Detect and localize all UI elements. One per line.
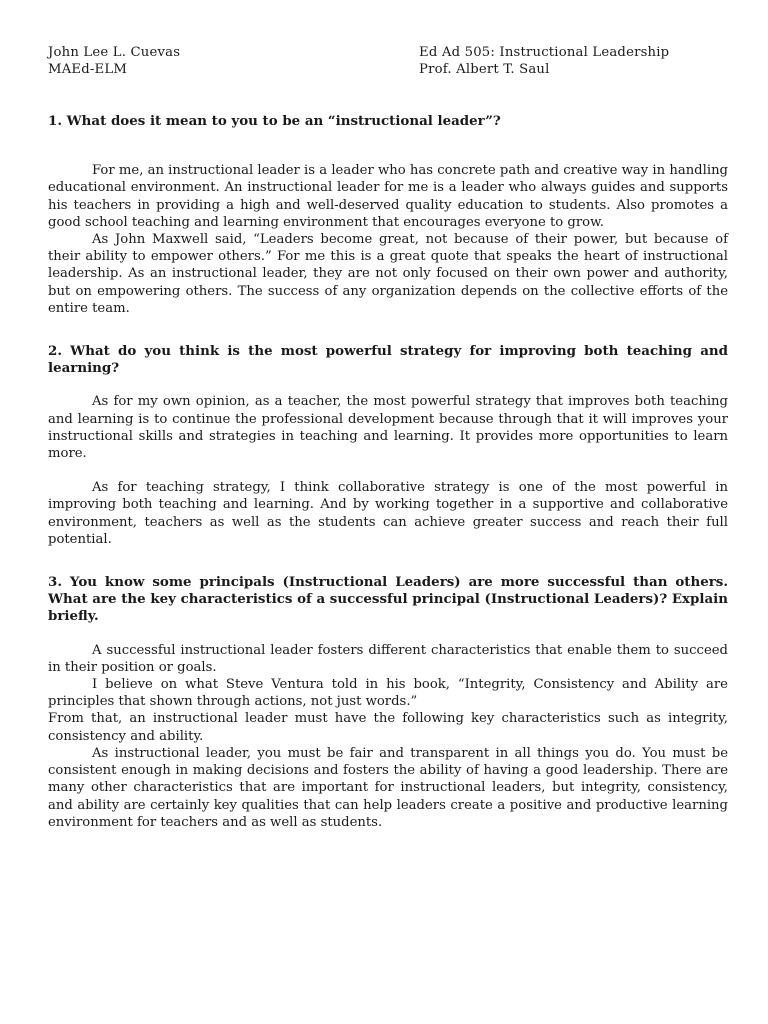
- program-name: MAEd-ELM: [48, 62, 128, 77]
- answer-1-paragraph-1: For me, an instructional leader is a leader who has concrete path and creative way in handling educational environment. An instructional leader for me is a leader who always guides and supports his teachers in providing a high and well-deserved quality education to students. Also promotes a good school teaching and learning environment that encourages everyone to grow.: [48, 163, 728, 230]
- question-1-heading: 1. What does it mean to you to be an “instructional leader”?: [48, 113, 501, 129]
- answer-3-paragraph-2: I believe on what Steve Ventura told in his book, “Integrity, Consistency and Ability are principles that shown through actions, not just words.”: [48, 677, 728, 710]
- professor-name: Prof. Albert T. Saul: [419, 62, 550, 77]
- header-left: [48, 44, 180, 78]
- author-name: John Lee L. Cuevas: [48, 45, 181, 60]
- section-2: [48, 343, 728, 548]
- section-1: [48, 113, 728, 317]
- answer-1-paragraph-2: As John Maxwell said, “Leaders become great, not because of their power, but because of their ability to empower others.” For me this is a great quote that speaks the heart of instructional leadership. As an instructional leader, they are not only focused on their own power and authority, but on empowering others. The success of any organization depends on the collective efforts of the entire team.: [48, 232, 728, 316]
- header-right: [419, 44, 669, 78]
- answer-3-paragraph-1: A successful instructional leader fosters different characteristics that enable them to succeed in their position or goals.: [48, 642, 728, 675]
- answer-3-paragraph-3: From that, an instructional leader must have the following key characteristics such as integrity, consistency and ability.: [48, 711, 728, 744]
- answer-3-paragraph-4: As instructional leader, you must be fair and transparent in all things you do. You must be consistent enough in making decisions and fosters the ability of having a good leadership. There are many other characteristics that are important for instructional leaders, but integrity, consistency, and ability are certainly key qualities that can help leaders create a positive and productive learning environment for teachers and as well as students.: [48, 745, 728, 830]
- answer-2-paragraph-1: As for my own opinion, as a teacher, the most powerful strategy that improves both teaching and learning is to continue the professional development because through that it will improves your instructional skills and strategies in teaching and learning. It provides more opportunities to learn more.: [48, 394, 728, 462]
- section-3: [48, 574, 728, 831]
- answer-2-paragraph-2: As for teaching strategy, I think collaborative strategy is one of the most powerful in improving both teaching and learning. And by working together in a supportive and collaborative environment, teachers as well as the students can achieve greater success and reach their full potential.: [48, 480, 728, 547]
- question-3-heading: 3. You know some principals (Instructional Leaders) are more successful than others. What are the key characteristics of a successful principal (Instructional Leaders)? Explain briefly.: [48, 574, 728, 625]
- question-2-heading: 2. What do you think is the most powerful strategy for improving both teaching and learning?: [48, 343, 728, 377]
- document-body: [48, 113, 728, 831]
- course-title: Ed Ad 505: Instructional Leadership: [419, 45, 670, 60]
